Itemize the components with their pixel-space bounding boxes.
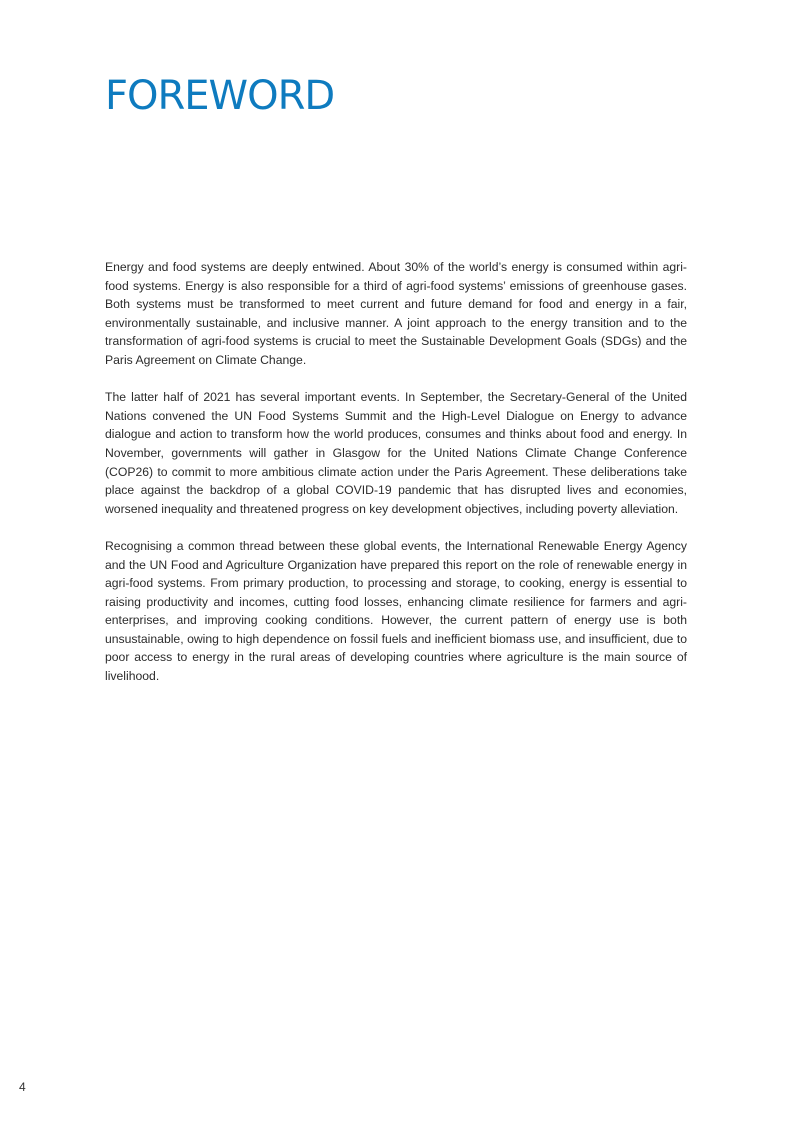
paragraph: Recognising a common thread between these global events, the International Renewable Energy Agency and the UN Food and Agriculture Organization have prepared this report on the role of renewable energy in agri-food systems. From primary production, to processing and storage, to cooking, energy is essential to raising productivity and incomes, cutting food losses, enhancing climate resilience for farmers and agri-enterprises, and improving cooking conditions. However, the current pattern of energy use is both unsustainable, owing to high dependence on fossil fuels and inefficient biomass use, and insufficient, due to poor access to energy in the rural areas of developing countries where agriculture is the main source of livelihood. <box>105 538 687 684</box>
paragraph: The latter half of 2021 has several important events. In September, the Secretary-General of the United Nations convened the UN Food Systems Summit and the High-Level Dialogue on Energy to advance dialogue and action to transform how the world produces, consumes and thinks about food and energy. In November, governments will gather in Glasgow for the United Nations Climate Change Conference (COP26) to commit to more ambitious climate action under the Paris Agreement. These deliberations take place against the backdrop of a global COVID-19 pandemic that has disrupted lives and economies, worsened inequality and threatened progress on key development objectives, including poverty alleviation. <box>105 390 687 516</box>
page-title: FOREWORD <box>105 73 335 119</box>
paragraph: Energy and food systems are deeply entwined. About 30% of the world’s energy is consumed within agri-food systems. Energy is also responsible for a third of agri-food systems’ emissions of greenhouse gases. Both systems must be transformed to meet current and future demand for food and energy in a fair, environmentally sustainable, and inclusive manner. A joint approach to the energy transition and to the transformation of agri-food systems is crucial to meet the Sustainable Development Goals (SDGs) and the Paris Agreement on Climate Change. <box>105 260 687 367</box>
page-number: 4 <box>19 1080 26 1094</box>
foreword-body <box>105 258 687 704</box>
